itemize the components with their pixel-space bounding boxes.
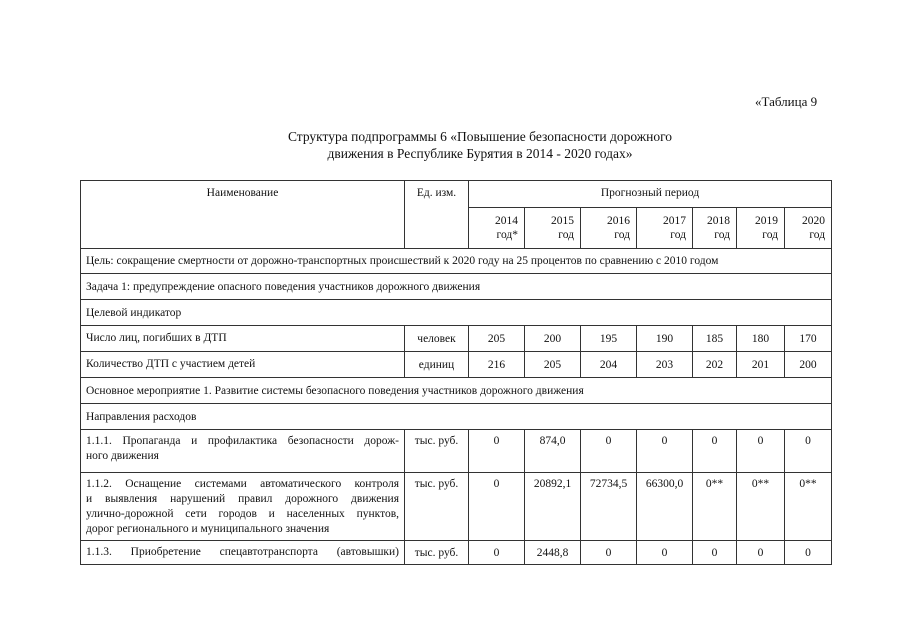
task-text: Задача 1: предупреждение опасного поведения участников дорожного движения <box>81 274 832 300</box>
indicator-label-row <box>81 300 832 326</box>
value-cell: 190 <box>637 326 693 352</box>
value-cell: 216 <box>469 352 525 378</box>
value-cell: 0 <box>637 541 693 565</box>
value-cell: 0 <box>785 541 832 565</box>
value-cell: 200 <box>525 326 581 352</box>
row-name-line: дорог регионального и муниципального значения <box>86 523 330 535</box>
value-cell: 0 <box>785 430 832 473</box>
expense-row <box>81 430 832 473</box>
row-name <box>81 541 405 565</box>
row-name-line: 1.1.1. Пропаганда и профилактика безопасности дорож- <box>86 435 399 447</box>
value-cell: 2448,8 <box>525 541 581 565</box>
year-header-2014: 2014 год* <box>469 208 525 249</box>
value-cell: 205 <box>525 352 581 378</box>
expense-row <box>81 473 832 541</box>
value-cell: 0 <box>581 541 637 565</box>
header-name: Наименование <box>81 181 405 249</box>
expense-row <box>81 541 832 565</box>
year-header-2019: 2019 год <box>737 208 785 249</box>
value-cell: 0 <box>637 430 693 473</box>
year-header-2016: 2016 год <box>581 208 637 249</box>
year-header-2015: 2015 год <box>525 208 581 249</box>
goal-text-row <box>81 249 832 274</box>
row-name <box>81 430 405 473</box>
header-period: Прогнозный период <box>469 181 832 208</box>
indicator-row <box>81 352 832 378</box>
value-cell: 0 <box>693 541 737 565</box>
value-cell: 203 <box>637 352 693 378</box>
row-name-line: ного движения <box>86 450 159 462</box>
table-number: «Таблица 9 <box>755 94 818 109</box>
value-cell: 200 <box>785 352 832 378</box>
value-cell: 180 <box>737 326 785 352</box>
value-cell: 0 <box>581 430 637 473</box>
task-text-row <box>81 274 832 300</box>
main-event-text: Основное мероприятие 1. Развитие системы безопасного поведения участников дорожного движения <box>81 378 832 404</box>
value-cell: 72734,5 <box>581 473 637 541</box>
value-cell: 874,0 <box>525 430 581 473</box>
value-cell: 0** <box>693 473 737 541</box>
row-unit: тыс. руб. <box>405 430 469 473</box>
value-cell: 204 <box>581 352 637 378</box>
row-name-line: 1.1.3. Приобретение спецавтотранспорта (автовышки) <box>86 546 399 558</box>
main-event-text-row <box>81 378 832 404</box>
value-cell: 0** <box>737 473 785 541</box>
value-cell: 195 <box>581 326 637 352</box>
header-row <box>81 181 832 208</box>
row-name-line: 1.1.2. Оснащение системами автоматического контроля <box>86 478 399 490</box>
table-body <box>81 181 832 565</box>
value-cell: 0 <box>469 430 525 473</box>
value-cell: 0 <box>693 430 737 473</box>
value-cell: 66300,0 <box>637 473 693 541</box>
row-name <box>81 473 405 541</box>
program-structure-table <box>80 180 832 565</box>
value-cell: 185 <box>693 326 737 352</box>
value-cell: 205 <box>469 326 525 352</box>
title-line-1: Структура подпрограммы 6 «Повышение безопасности дорожного <box>287 129 673 144</box>
row-name: Количество ДТП с участием детей <box>81 352 405 378</box>
row-name-line: и выявления нарушений правил дорожного движения <box>86 493 399 505</box>
row-name-line: улично-дорожной сети городов и населенных пунктов, <box>86 508 399 520</box>
row-unit: тыс. руб. <box>405 473 469 541</box>
year-header-2017: 2017 год <box>637 208 693 249</box>
value-cell: 0 <box>737 430 785 473</box>
year-header-2018: 2018 год <box>693 208 737 249</box>
title-line-2: движения в Республике Бурятия в 2014 - 2020 годах» <box>327 146 633 161</box>
year-header-2020: 2020 год <box>785 208 832 249</box>
goal-text: Цель: сокращение смертности от дорожно-транспортных происшествий к 2020 году на 25 процентов по сравнению с 2010 годом <box>81 249 832 274</box>
document-title <box>200 128 760 162</box>
indicator-row <box>81 326 832 352</box>
value-cell: 0** <box>785 473 832 541</box>
value-cell: 202 <box>693 352 737 378</box>
row-unit: тыс. руб. <box>405 541 469 565</box>
row-unit: человек <box>405 326 469 352</box>
value-cell: 201 <box>737 352 785 378</box>
value-cell: 20892,1 <box>525 473 581 541</box>
value-cell: 0 <box>469 473 525 541</box>
header-unit: Ед. изм. <box>405 181 469 249</box>
value-cell: 0 <box>737 541 785 565</box>
row-unit: единиц <box>405 352 469 378</box>
expenses-label-row <box>81 404 832 430</box>
row-name: Число лиц, погибших в ДТП <box>81 326 405 352</box>
value-cell: 0 <box>469 541 525 565</box>
expenses-label: Направления расходов <box>81 404 832 430</box>
value-cell: 170 <box>785 326 832 352</box>
indicator-label: Целевой индикатор <box>81 300 832 326</box>
